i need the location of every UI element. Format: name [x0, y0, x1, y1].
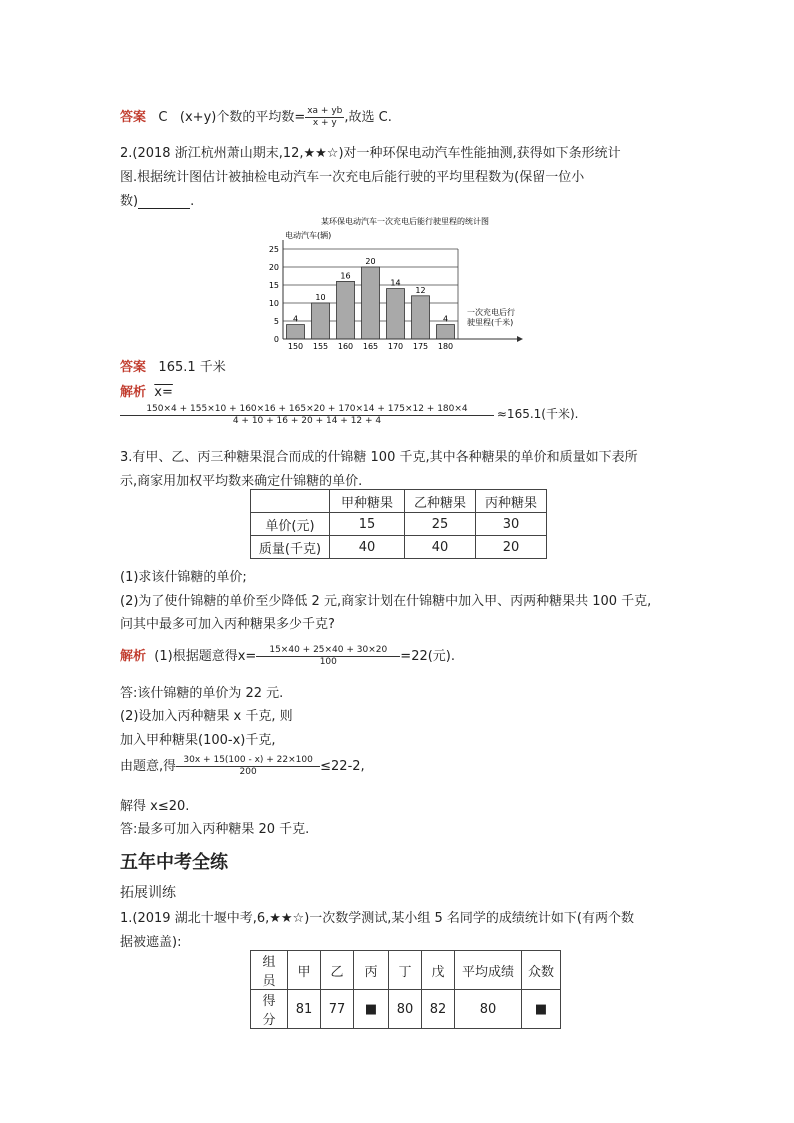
table-cell: 82 — [422, 990, 455, 1029]
chart-x-ticks — [288, 342, 453, 351]
x-tick-label: 180 — [437, 342, 454, 351]
chart-bars — [287, 257, 455, 339]
answer-tag: 答案 — [120, 360, 147, 375]
bar-value-label: 4 — [292, 314, 299, 324]
table-row — [251, 536, 547, 559]
y-tick-label: 25 — [268, 245, 279, 254]
xbar: x= — [154, 385, 173, 400]
y-tick-label: 0 — [273, 335, 279, 344]
q2-line1: 2.(2018 浙江杭州萧山期末,12,★★☆)对一种环保电动汽车性能抽测,获得如下条形统计 — [120, 146, 621, 161]
analysis3-line4: 加入甲种糖果(100-x)千克, — [120, 733, 276, 748]
mean-fraction: $\frac{150\times 4 + 155\times 10 + 160\times 16 + 165\times 20 + 170\times 14 + 175\times 12 + 180\times 4}{4 + 10 + 16 + 20 + 14 + 12 + 4}$ — [120, 404, 494, 427]
answer-tag: 答案 — [120, 110, 147, 125]
table-cell: 丙 — [354, 951, 389, 990]
x-tick-label: 155 — [312, 342, 329, 351]
bar — [362, 267, 380, 339]
x-tick-label: 150 — [287, 342, 304, 351]
table-cell: 80 — [455, 990, 522, 1029]
table-cell: 40 — [330, 536, 405, 559]
x-tick-label: 175 — [412, 342, 429, 351]
answer-value: 165.1 千米 — [158, 360, 226, 375]
x-tick-label: 160 — [337, 342, 354, 351]
analysis3-line3: (2)设加入丙种糖果 x 千克, 则 — [120, 709, 293, 724]
q3-sub2a: (2)为了使什锦糖的单价至少降低 2 元,商家计划在什锦糖中加入甲、丙两种糖果共 100 千克, — [120, 594, 652, 609]
chart-title: 某环保电动汽车一次充电后能行驶里程的统计图 — [321, 217, 489, 226]
q2-line2: 图.根据统计图估计被抽检电动汽车一次充电后能行驶的平均里程数为(保留一位小 — [120, 170, 585, 185]
chart-ylabel: 电动汽车(辆) — [285, 231, 332, 240]
x-tick-label: 170 — [387, 342, 404, 351]
candy-table — [250, 489, 547, 559]
fraction: $\frac{30x + 15(100 - x) + 22\times 100}{200}$ — [176, 755, 320, 778]
bar-value-label: 10 — [315, 293, 326, 302]
table-row — [251, 513, 547, 536]
table-cell: 丙种糖果 — [476, 490, 547, 513]
answer-text-end: ,故选 C. — [344, 110, 392, 125]
table-cell: 众数 — [522, 951, 561, 990]
y-tick-label: 20 — [268, 263, 279, 272]
q4-line1: 1.(2019 湖北十堰中考,6,★★☆)一次数学测试,某小组 5 名同学的成绩统计如下(有两个数 — [120, 911, 635, 926]
table-cell: 15 — [330, 513, 405, 536]
chart-xlabel-2: 驶里程(千米) — [467, 318, 514, 327]
answer-choice: C — [158, 110, 168, 125]
x-axis-arrow-icon — [517, 336, 523, 342]
analysis3-line6: 解得 x≤20. — [120, 799, 190, 814]
q4-line2: 据被遮盖): — [120, 935, 182, 950]
y-tick-label: 15 — [268, 281, 279, 290]
analysis-line-2 — [120, 381, 173, 400]
q3-line1: 3.有甲、乙、丙三种糖果混合而成的什锦糖 100 千克,其中各种糖果的单价和质量如下表所 — [120, 450, 638, 465]
table-cell: 甲种糖果 — [330, 490, 405, 513]
bar-value-label: 14 — [390, 278, 401, 288]
answer-blank — [138, 196, 190, 209]
analysis3-line2: 答:该什锦糖的单价为 22 元. — [120, 686, 284, 701]
q3-line2: 示,商家用加权平均数来确定什锦糖的单价. — [120, 474, 363, 489]
analysis3-line7: 答:最多可加入丙种糖果 20 千克. — [120, 822, 310, 837]
table-cell: 25 — [405, 513, 476, 536]
table-cell: 戊 — [422, 951, 455, 990]
analysis3-line1: 解析 (1)根据题意得x= $\frac{15\times 40 + 25\times 40 + 30\times 20}{100}$ =22(元). — [120, 645, 456, 667]
analysis2-formula — [120, 404, 578, 427]
table-cell: 单价(元) — [251, 513, 330, 536]
section-subtitle: 拓展训练 — [120, 885, 176, 901]
bar — [387, 289, 405, 339]
analysis-tag: 解析 — [120, 385, 147, 400]
table-cell: 77 — [321, 990, 354, 1029]
bar-value-label: 4 — [442, 314, 449, 324]
table-cell: 40 — [405, 536, 476, 559]
x-tick-label: 165 — [362, 342, 379, 351]
mean-result: ≈165.1(千米). — [496, 407, 579, 421]
bar-value-label: 16 — [340, 271, 351, 281]
chart-y-ticks — [269, 245, 279, 344]
table-cell: ■ — [522, 990, 561, 1029]
q2-line3: 数) . — [120, 194, 195, 209]
table-row — [251, 990, 561, 1029]
table-cell: 80 — [389, 990, 422, 1029]
q3-sub1: (1)求该什锦糖的单价; — [120, 570, 247, 585]
table-cell: 得分 — [251, 990, 288, 1029]
bar-value-label: 20 — [365, 257, 376, 266]
fraction: $\frac{15\times 40 + 25\times 40 + 30\times 20}{100}$ — [256, 645, 400, 668]
table-cell: 质量(千克) — [251, 536, 330, 559]
table-cell: 20 — [476, 536, 547, 559]
table-cell: 乙 — [321, 951, 354, 990]
q3-sub2b: 问其中最多可加入丙种糖果多少千克? — [120, 617, 335, 632]
score-table — [250, 950, 561, 1029]
bar-value-label: 12 — [415, 285, 426, 295]
answer-line-1 — [120, 106, 392, 129]
table-cell: 丁 — [389, 951, 422, 990]
bar — [437, 325, 455, 339]
chart-xlabel-1: 一次充电后行 — [467, 308, 515, 317]
table-cell: 30 — [476, 513, 547, 536]
table-cell: 甲 — [288, 951, 321, 990]
table-header-row — [251, 951, 561, 990]
bar — [337, 281, 355, 339]
section-title: 五年中考全练 — [120, 852, 228, 873]
fraction: $\frac{xa + yb}{x + y}$ — [307, 106, 343, 128]
table-cell: 组员 — [251, 951, 288, 990]
table-header-row — [251, 490, 547, 513]
y-tick-label: 10 — [268, 299, 279, 308]
table-cell: ■ — [354, 990, 389, 1029]
bar — [412, 296, 430, 339]
bar — [287, 325, 305, 339]
y-tick-label: 5 — [273, 317, 279, 326]
answer-text: (x+y)个数的平均数= — [179, 110, 306, 125]
table-cell — [251, 490, 330, 513]
bar — [312, 303, 330, 339]
table-cell: 81 — [288, 990, 321, 1029]
table-cell: 平均成绩 — [455, 951, 522, 990]
answer-line-2 — [120, 356, 226, 375]
analysis-tag: 解析 — [120, 649, 147, 664]
analysis3-line5: 由题意,得 $\frac{30x + 15(100 - x) + 22\times 100}{200}$ ≤22-2, — [120, 755, 365, 777]
bar-chart — [255, 212, 545, 352]
table-cell: 乙种糖果 — [405, 490, 476, 513]
